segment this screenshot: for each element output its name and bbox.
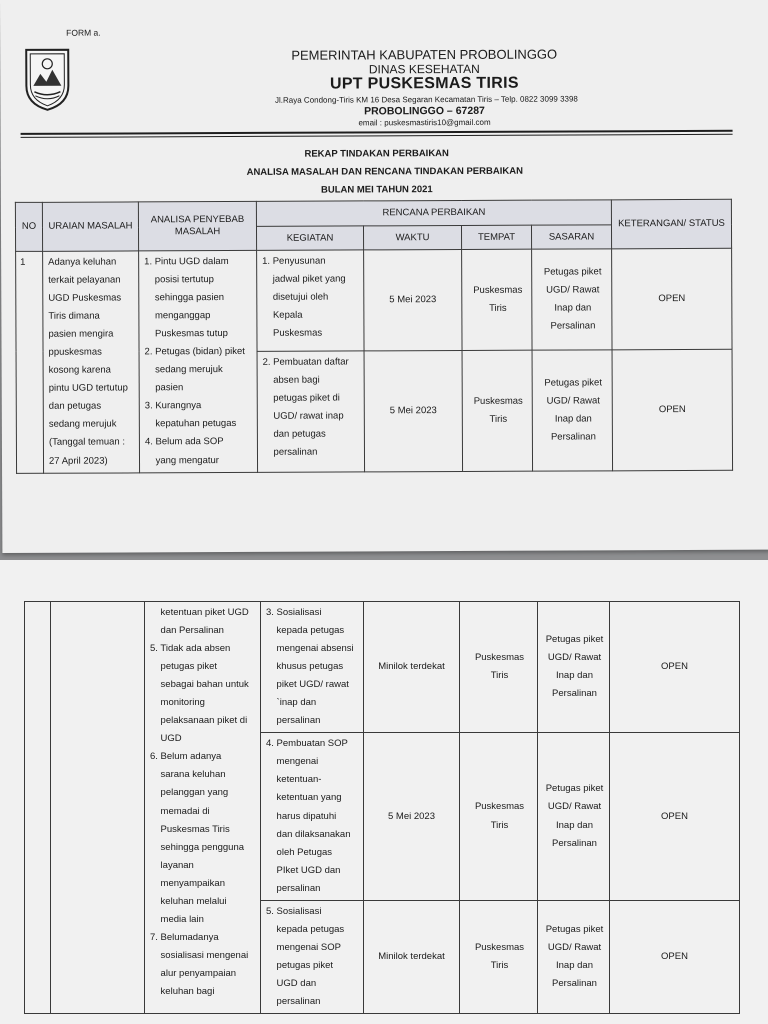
cell-line: UGD/ Rawat [547,801,602,813]
cell-line: dan Persalinan [150,625,224,637]
table-row [16,248,732,352]
row-number: 1 [16,251,44,473]
cell-line: 4. Belum ada SOP [144,436,224,448]
unit-name: UPT PUSKESMAS TIRIS [329,74,519,93]
kegiatan-cell [261,602,364,733]
cell-line: 5. Tidak ada absen [150,643,231,655]
cell-line: yang mengatur [144,454,219,466]
cell-line: pasien mengira [48,328,114,340]
cell-line: 2. Pembuatan daftar [262,356,349,368]
cell-line: ppuskesmas [48,346,102,359]
cell-line: Tiris [490,959,509,971]
form-label: FORM a. [66,27,101,38]
cell-line: menganggap [144,310,211,322]
cell-line: persalinan [262,446,318,458]
waktu-cell: Minilok terdekat [364,602,460,733]
cell-line: sedang merujuk [144,364,223,376]
cell-line: khusus petugas [266,661,344,673]
cell-line: UGD/ Rawat [546,284,600,296]
header-analisa: ANALISA PENYEBAB MASALAH [138,201,256,251]
sasaran-cell [538,602,610,733]
tempat-cell [460,602,538,733]
tempat-cell [462,350,533,471]
cell-line: kepada petugas [266,625,345,637]
cell-line: jadwal piket yang [262,273,346,285]
tempat-cell [460,733,538,900]
cell-line: kepatuhan petugas [144,418,237,430]
cell-line: 3. Sosialisasi [266,607,322,618]
cell-line: Puskesmas [474,652,525,664]
cell-line: Tiris [490,670,509,682]
uraian-empty [51,602,145,1014]
cell-line: UGD dan [266,977,317,989]
header-waktu: WAKTU [363,225,461,249]
cell-line: Tiris [489,413,508,425]
sasaran-cell [538,900,610,1013]
waktu-cell: Minilok terdekat [364,900,460,1013]
cell-line: Persalinan [552,688,597,700]
document-page-2 [0,560,768,1024]
header-sasaran: SASARAN [531,225,611,249]
cell-line: mengenai [266,756,319,768]
cell-line: 7. Belumadanya [150,931,219,943]
kegiatan-cell [257,351,365,472]
status-cell: OPEN [612,349,733,470]
cell-line: Petugas piket [545,923,604,935]
cell-line: keluhan bagi [150,985,215,997]
sasaran-cell [532,350,613,471]
cell-line: UGD/ rawat inap [262,410,344,422]
cell-line: persalinan [266,882,321,894]
cell-line: Tiris [490,819,509,831]
cell-line: Inap dan [554,302,592,314]
sasaran-cell [532,249,612,350]
cell-line: UGD/ Rawat [547,941,602,953]
cell-line: Tiris dimana [48,310,100,322]
status-cell: OPEN [610,602,740,733]
kegiatan-cell [257,250,364,351]
government-name: PEMERINTAH KABUPATEN PROBOLINGGO [291,46,558,63]
cell-line: pelanggan yang [150,787,229,799]
cell-line: Tiris [489,302,507,314]
header-no: NO [15,202,42,251]
uraian-masalah [43,251,140,473]
row-number-empty [25,602,51,1014]
action-plan-table [15,199,733,474]
cell-line: Persalinan [550,320,596,332]
cell-line: sosialisasi mengenai [150,949,249,961]
cell-line: Kepala [262,309,303,321]
cell-line: sehingga pasien [144,292,225,304]
header-rencana: RENCANA PERBAIKAN [256,200,611,227]
document-subtitle: ANALISA MASALAH DAN RENCANA TINDAKAN PERBAIKAN [246,165,523,178]
cell-line: disetujui oleh [262,291,329,303]
cell-line: petugas piket [266,959,334,971]
cell-line: dan dilaksanakan [266,828,351,840]
cell-line: 27 April 2023) [48,455,108,467]
cell-line: alur penyampaian [150,967,237,979]
cell-line: UGD/ Rawat [547,652,602,664]
cell-line: 5. Sosialisasi [266,905,322,917]
cell-line: 3. Kurangnya [144,400,202,412]
header-kegiatan: KEGIATAN [256,226,363,250]
cell-line: kosong karena [48,364,111,377]
cell-line: terkait pelayanan [48,274,121,286]
status-cell: OPEN [610,900,740,1013]
status-cell: OPEN [612,248,732,349]
email: email : puskesmastiris10@gmail.com [358,117,491,128]
cell-line: ketentuan- [266,774,322,786]
cell-line: monitoring [150,697,205,709]
cell-line: pasien [144,382,184,394]
status-cell: OPEN [610,733,740,900]
cell-line: petugas piket [150,661,218,673]
cell-line: `inap dan [266,697,317,709]
waktu-cell: 5 Mei 2023 [364,733,460,900]
document-period: BULAN MEI TAHUN 2021 [320,184,433,196]
sasaran-cell [538,733,610,900]
cell-line: ketentuan yang [266,792,342,804]
address: Jl.Raya Condong-Tiris KM 16 Desa Segaran Kecamatan Tiris – Telp. 0822 3099 3398 [274,94,578,105]
cell-line: menyampaikan [150,877,225,889]
cell-line: Puskesmas [262,327,323,340]
cell-line: piket UGD/ rawat [266,679,349,691]
tempat-cell [460,900,538,1013]
cell-line: absen bagi [262,374,320,386]
cell-line: 6. Belum adanya [150,751,222,763]
analisa-penyebab-continued [145,602,261,1014]
cell-line: Petugas piket [545,783,604,795]
cell-line: memadai di [150,805,210,817]
cell-line: petugas piket di [262,392,340,404]
cell-line: pelaksanaan piket di [150,715,248,727]
cell-line: sebagai bahan untuk [150,679,249,691]
table-row [25,602,740,733]
waktu-cell: 5 Mei 2023 [364,350,463,471]
header-tempat: TEMPAT [461,225,531,249]
cell-line: Petugas piket [544,377,602,389]
cell-line: 2. Petugas (bidan) piket [144,346,245,358]
cell-line: 1. Penyusunan [262,255,326,267]
action-plan-table-continued [24,601,740,1014]
cell-line: layanan [150,859,194,871]
cell-line: Puskesmas tutup [144,328,228,340]
cell-line: pintu UGD tertutup [48,382,128,395]
cell-line: 4. Pembuatan SOP [266,738,348,750]
cell-line: Inap dan [554,413,592,425]
cell-line: PIket UGD dan [266,864,341,876]
cell-line: (Tanggal temuan : [48,436,126,449]
cell-line: Inap dan [556,819,593,831]
cell-line: Persalinan [552,977,597,989]
cell-line: UGD Puskesmas [48,292,122,304]
cell-line: media lain [150,913,204,925]
cell-line: UGD [150,733,182,745]
cell-line: oleh Petugas [266,846,333,858]
cell-line: dan petugas [262,428,326,440]
kegiatan-cell [261,900,364,1013]
cell-line: sehingga pengguna [150,841,245,853]
cell-line: keluhan melalui [150,895,227,907]
cell-line: Puskesmas [474,941,525,953]
analisa-penyebab [139,250,258,472]
cell-line: Puskesmas [473,284,523,296]
cell-line: Inap dan [556,959,593,971]
header-uraian: URAIAN MASALAH [42,202,138,251]
cell-line: Puskesmas Tiris [150,823,230,835]
cell-line: harus dipatuhi [266,810,337,822]
header-keterangan: KETERANGAN/ STATUS [611,199,731,249]
cell-line: ketentuan piket UGD [150,607,249,618]
document-title: REKAP TINDAKAN PERBAIKAN [304,148,449,160]
cell-line: Puskesmas [473,395,523,407]
cell-line: UGD/ Rawat [546,395,600,407]
cell-line: Adanya keluhan [48,256,117,268]
cell-line: Puskesmas [474,801,525,813]
cell-line: Petugas piket [545,634,604,646]
cell-line: sedang merujuk [48,418,117,431]
cell-line: dan petugas [48,400,102,413]
tempat-cell [462,249,532,350]
department-name: DINAS KESEHATAN [368,61,480,77]
cell-line: mengenai SOP [266,941,341,953]
cell-line: sarana keluhan [150,769,226,781]
cell-line: Inap dan [556,670,593,682]
city-postcode: PROBOLINGGO – 67287 [364,104,485,118]
cell-line: Persalinan [550,431,596,443]
cell-line: Persalinan [552,837,597,849]
cell-line: 1. Pintu UGD dalam [144,256,229,268]
cell-line: persalinan [266,715,321,727]
cell-line: mengenai absensi [266,643,354,655]
cell-line: kepada petugas [266,923,345,935]
waktu-cell: 5 Mei 2023 [364,249,462,350]
cell-line: Petugas piket [543,266,602,278]
cell-line: persalinan [266,995,321,1007]
kegiatan-cell [261,733,364,900]
cell-line: posisi tertutup [144,274,214,286]
